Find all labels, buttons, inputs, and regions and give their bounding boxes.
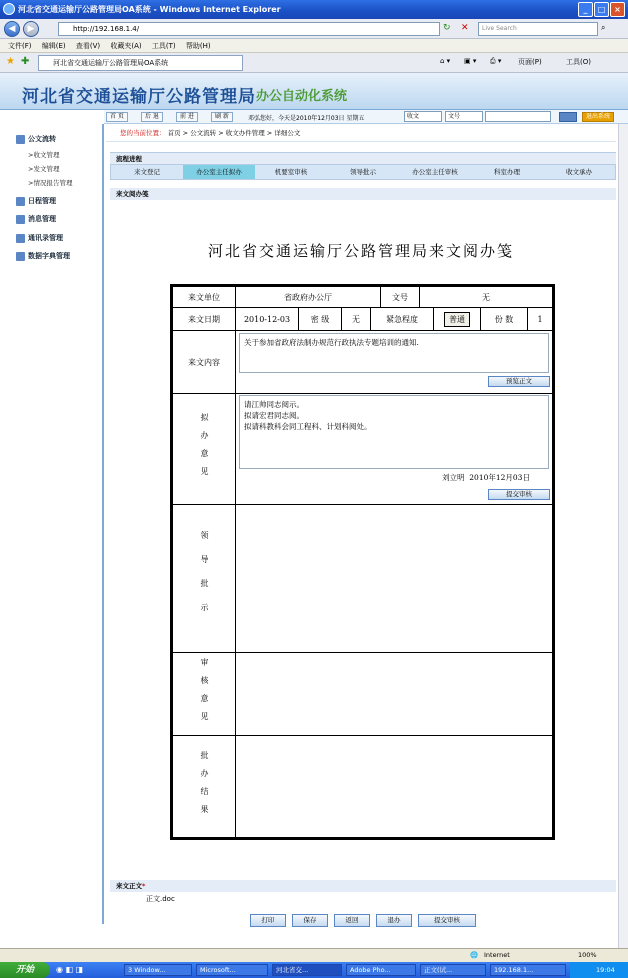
feed-icon[interactable]: ▣ ▾: [464, 57, 477, 65]
sidebar-item-doc-flow[interactable]: 公文流转: [16, 134, 56, 144]
urgency-label: 紧急程度: [370, 307, 434, 331]
maximize-button[interactable]: □: [594, 2, 609, 17]
signature: [442, 472, 530, 483]
step-register[interactable]: 来文登记: [134, 168, 160, 176]
content-label: 来文内容: [172, 330, 236, 394]
tools-menu[interactable]: 工具(O): [566, 58, 591, 66]
attachment-header: 来文正文*: [110, 880, 616, 892]
search-input[interactable]: Live Search: [478, 22, 598, 36]
print-button[interactable]: 打印: [250, 914, 286, 927]
stop-icon[interactable]: ✕: [461, 23, 469, 33]
doc-title: 河北省交通运输厅公路管理局来文阅办笺: [207, 242, 514, 260]
result-label: 批办结果: [172, 735, 236, 838]
leader-cell: [235, 504, 553, 653]
home-button[interactable]: 首 页: [106, 112, 128, 122]
document-icon: [16, 135, 25, 144]
add-favorite-icon[interactable]: ✚: [21, 56, 30, 67]
menu-tools[interactable]: 工具(T): [151, 42, 176, 50]
process-steps: [110, 164, 616, 180]
app-subtitle: 办公自动化系统: [256, 89, 348, 104]
urgency-value[interactable]: 普通: [444, 312, 470, 327]
attachment-file-link[interactable]: 正文.doc: [146, 895, 175, 903]
section-title: 来文阅办笺: [110, 188, 616, 200]
address-bar: [0, 19, 628, 39]
close-button[interactable]: ×: [610, 2, 625, 17]
sidebar-sub-report[interactable]: >情况报告管理: [28, 179, 73, 187]
status-bar: [0, 948, 628, 962]
forward-icon[interactable]: ▶: [23, 21, 39, 37]
page-scrollbar[interactable]: [618, 124, 628, 948]
print-icon[interactable]: ⎙ ▾: [490, 57, 502, 65]
preview-button[interactable]: 预览正文: [488, 376, 550, 387]
submit-review-button[interactable]: 提交审核: [488, 489, 550, 500]
opinion-label: 拟办意见: [172, 393, 236, 505]
search-go-button[interactable]: [559, 112, 577, 122]
leader-label: 领导批示: [172, 504, 236, 653]
urgency-cell: [433, 307, 481, 331]
return-button[interactable]: 返回: [334, 914, 370, 927]
menu-edit[interactable]: 编辑(E): [41, 42, 66, 50]
step-director-review[interactable]: 办公室主任审核: [412, 168, 458, 176]
system-tray: [570, 962, 628, 978]
docno-label: 文号: [380, 286, 420, 308]
step-draft[interactable]: 办公室主任拟办: [183, 165, 255, 179]
opinion-line: 请江帅同志阅示。: [244, 400, 304, 409]
save-button[interactable]: 保存: [292, 914, 328, 927]
task-windows[interactable]: 3 Window...: [124, 964, 192, 976]
back-icon[interactable]: ◀: [4, 21, 20, 37]
content-text[interactable]: 关于参加省政府法制办规范行政执法专题培训的通知.: [239, 333, 549, 373]
app-toolbar: [104, 110, 628, 124]
menu-favorites[interactable]: 收藏夹(A): [110, 42, 142, 50]
start-button[interactable]: 开始: [0, 962, 50, 978]
date-value: 2010-12-03: [235, 307, 299, 331]
page-menu[interactable]: 页面(P): [518, 58, 542, 66]
dictionary-icon: [16, 252, 25, 261]
copies-value: 1: [527, 307, 553, 331]
breadcrumb: 您的当前位置： 首页 > 公文流转 > 收文办件管理 > 详细公文: [106, 124, 616, 142]
sidebar-sub-outgoing[interactable]: >发文管理: [28, 165, 60, 173]
step-handle[interactable]: 收文承办: [566, 168, 592, 176]
search-icon[interactable]: ⌕: [601, 23, 606, 32]
sidebar-item-contacts[interactable]: 通讯录管理: [16, 233, 63, 243]
task-adobe[interactable]: Adobe Pho...: [346, 964, 416, 976]
from-label: 来文单位: [172, 286, 236, 308]
menu-file[interactable]: 文件(F): [8, 42, 32, 50]
secret-value: 无: [341, 307, 371, 331]
ie-icon: [3, 3, 15, 15]
task-hebei[interactable]: 河北省交...: [272, 964, 342, 976]
process-header: 流程进程: [110, 152, 616, 164]
minimize-button[interactable]: _: [578, 2, 593, 17]
sidebar-item-messages[interactable]: 消息管理: [16, 214, 56, 224]
message-icon: [16, 215, 25, 224]
task-ie[interactable]: 192.168.1...: [490, 964, 566, 976]
menu-view[interactable]: 查看(V): [75, 42, 101, 50]
window-title: 河北省交通运输厅公路管理局OA系统 - Windows Internet Explorer: [18, 5, 281, 14]
main-content: [106, 124, 616, 924]
refresh-button[interactable]: 刷 新: [211, 112, 233, 122]
tab-bar: [0, 53, 628, 73]
doc-type-select[interactable]: 收文: [404, 111, 442, 122]
menu-help[interactable]: 帮助(H): [185, 42, 211, 50]
contacts-icon: [16, 234, 25, 243]
opinion-text[interactable]: [239, 395, 549, 469]
address-input[interactable]: http://192.168.1.4/: [58, 22, 440, 36]
app-title: 河北省交通运输厅公路管理局: [22, 87, 256, 107]
back-button[interactable]: 后 退: [141, 112, 163, 122]
docno-value: 无: [419, 286, 553, 308]
sidebar-item-dictionary[interactable]: 数据字典管理: [16, 251, 70, 261]
app-header: [0, 73, 628, 110]
step-dept[interactable]: 科室办理: [494, 168, 520, 176]
sidebar-item-schedule[interactable]: 日程管理: [16, 196, 56, 206]
clock: 19:04: [596, 966, 615, 974]
zoom-control[interactable]: 100%: [578, 951, 597, 959]
date-label: 来文日期: [172, 307, 236, 331]
calendar-icon: [16, 197, 25, 206]
search-field-select[interactable]: 文号: [445, 111, 483, 122]
quicklaunch-icons[interactable]: ◉ ◧ ◨: [56, 965, 84, 974]
withdraw-button[interactable]: 退办: [376, 914, 412, 927]
doc-form: [170, 284, 555, 840]
result-cell: [235, 735, 553, 838]
signer-name: 刘立明: [442, 473, 465, 482]
from-value: 省政府办公厅: [235, 286, 381, 308]
zone-text: Internet: [484, 951, 510, 959]
copies-label: 份 数: [480, 307, 528, 331]
opinion-line: 拟请科教科会同工程科、计划科阅处。: [244, 422, 372, 431]
keyword-input[interactable]: [485, 111, 551, 122]
favorites-star-icon[interactable]: ★: [6, 56, 15, 67]
review-cell: [235, 652, 553, 736]
submit-button[interactable]: 提交审核: [418, 914, 476, 927]
task-doc[interactable]: 正文(试...: [420, 964, 486, 976]
review-label: 审核意见: [172, 652, 236, 736]
refresh-icon[interactable]: ↻: [443, 23, 451, 33]
step-confidential-review[interactable]: 机要室审核: [274, 168, 308, 176]
globe-icon: 🌐: [470, 951, 479, 959]
secret-label: 密 级: [298, 307, 342, 331]
sidebar-sub-incoming[interactable]: >收文管理: [28, 151, 60, 159]
greeting-text: 邓弘您好，今天是2010年12月03日 星期五: [248, 115, 365, 122]
menu-bar: [0, 39, 628, 53]
opinion-line: 拟请宏君同志阅。: [244, 411, 304, 420]
forward-button[interactable]: 前 进: [176, 112, 198, 122]
window-titlebar: [0, 0, 628, 19]
task-microsoft[interactable]: Microsoft...: [196, 964, 268, 976]
exit-button[interactable]: 退出系统: [582, 112, 614, 122]
home-icon[interactable]: ⌂ ▾: [440, 57, 451, 65]
step-leader[interactable]: 领导批示: [350, 168, 376, 176]
browser-tab[interactable]: 河北省交通运输厅公路管理局OA系统: [38, 55, 243, 71]
taskbar: [0, 962, 628, 978]
sidebar: [0, 124, 104, 924]
sign-date: 2010年12月03日: [469, 473, 530, 482]
